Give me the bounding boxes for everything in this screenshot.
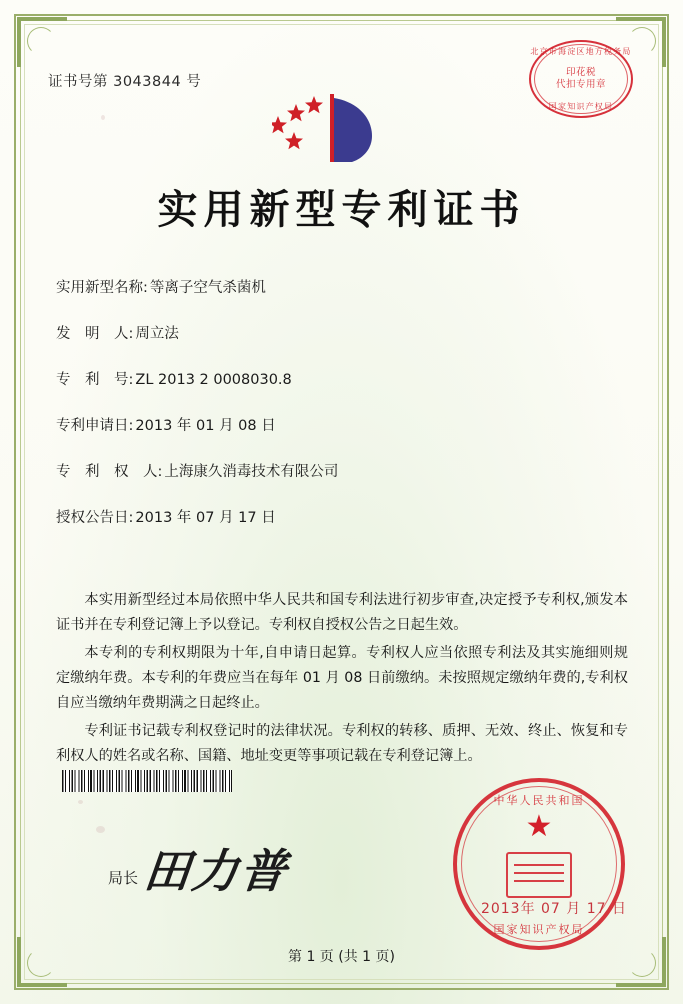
- field-value: 2013 年 07 月 17 日: [135, 510, 276, 526]
- seal-arc-top-text: 北京市海淀区地方税务局: [530, 47, 632, 56]
- corner-ornament-top-left: [17, 17, 67, 67]
- field-label: 实用新型名称:: [56, 280, 148, 296]
- field-label: 专 利 权 人:: [56, 464, 163, 480]
- seal-ring-top-text: 中华人民共和国: [493, 794, 585, 807]
- field-row: [56, 276, 631, 297]
- seal-arc-bottom-text: 国家知识产权局: [548, 102, 614, 111]
- seal-ring-bottom-text: 国家知识产权局: [493, 923, 585, 936]
- star-icon: ★: [525, 809, 553, 844]
- field-label: 专利申请日:: [56, 418, 134, 434]
- field-row: [56, 368, 631, 389]
- field-value: 2013 年 01 月 08 日: [135, 418, 276, 434]
- paragraph: 本专利的专利权期限为十年,自申请日起算。专利权人应当依照专利法及其实施细则规定缴纳年费。本专利的年费应当在每年 01 月 08 日前缴纳。未按照规定缴纳年费的,专利权自应当缴纳年费期满之日起终止。: [56, 645, 628, 711]
- field-value: 等离子空气杀菌机: [149, 280, 266, 296]
- field-value: 周立法: [135, 326, 179, 342]
- field-list: [56, 276, 631, 552]
- field-label: 授权公告日:: [56, 510, 134, 526]
- sipo-emblem-icon: [272, 88, 392, 166]
- field-row: [56, 322, 631, 343]
- certificate-number: 证书号第 3043844 号: [48, 74, 202, 90]
- field-label: 专 利 号:: [56, 372, 134, 388]
- ink-smudge: [96, 826, 105, 833]
- barcode: [62, 770, 232, 792]
- seal-center-text: [529, 67, 633, 91]
- field-row: [56, 506, 631, 527]
- signature-label: 局长: [108, 869, 139, 887]
- signature-block: [108, 844, 291, 898]
- paragraph: 本实用新型经过本局依照中华人民共和国专利法进行初步审查,决定授予专利权,颁发本证书并在专利登记簿上予以登记。专利权自授权公告之日起生效。: [56, 592, 628, 633]
- field-value: ZL 2013 2 0008030.8: [135, 372, 292, 388]
- page-footer: 第 1 页 (共 1 页): [288, 949, 395, 965]
- page-title: 实用新型专利证书: [157, 186, 526, 233]
- official-round-seal: [453, 778, 625, 950]
- ink-smudge: [78, 800, 83, 804]
- field-row: [56, 414, 631, 435]
- tax-stamp-seal: [529, 40, 633, 118]
- signature-name: 田力普: [141, 844, 291, 898]
- body-text: [56, 588, 628, 772]
- seal-date: 2013年 07 月 17 日: [480, 901, 627, 917]
- field-value: 上海康久消毒技术有限公司: [164, 464, 339, 480]
- seal-center-line1: 印花税: [565, 67, 596, 78]
- seal-center-line2: 代扣专用章: [555, 79, 606, 90]
- tiananmen-icon: [506, 852, 572, 898]
- field-label: 发 明 人:: [56, 326, 134, 342]
- paragraph: 专利证书记载专利权登记时的法律状况。专利权的转移、质押、无效、终止、恢复和专利权人的姓名或名称、国籍、地址变更等事项记载在专利登记簿上。: [56, 723, 628, 764]
- field-row: [56, 460, 631, 481]
- ink-smudge: [101, 115, 105, 120]
